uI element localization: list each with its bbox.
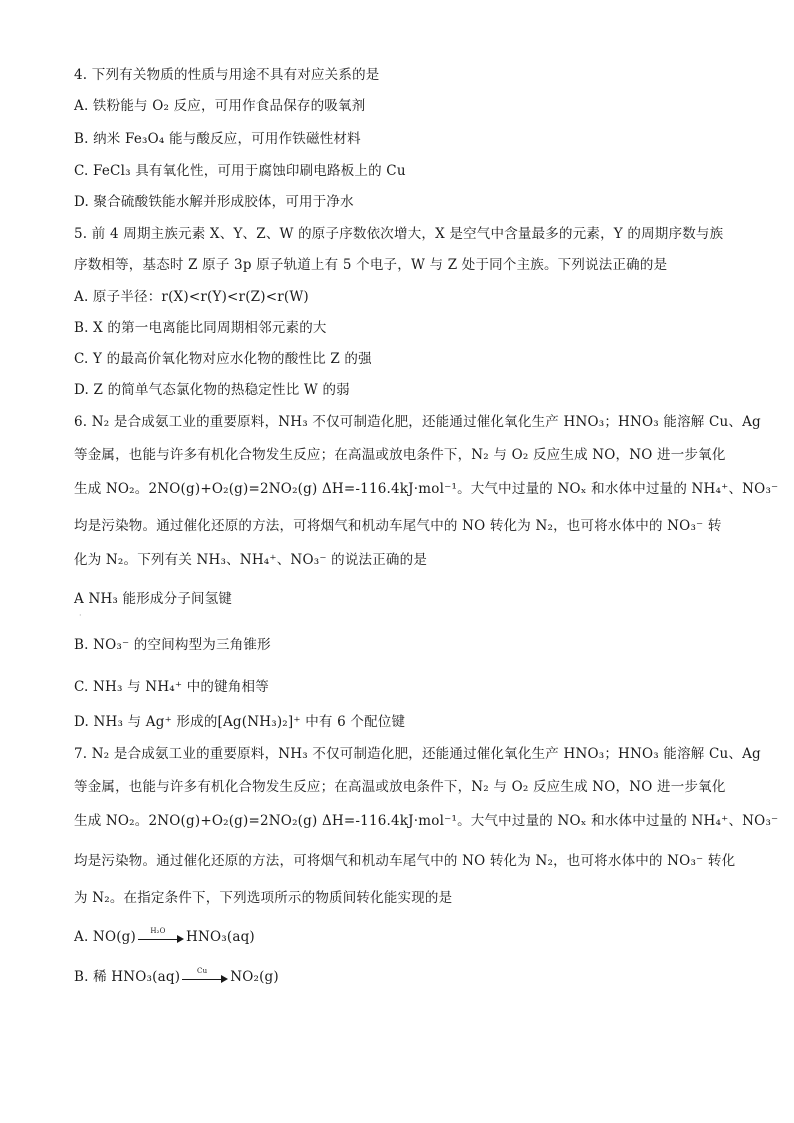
q4-stem: 4. 下列有关物质的性质与用途不具有对应关系的是: [74, 67, 380, 83]
q7-stem-line2: 等金属，也能与许多有机化合物发生反应；在高温或放电条件下，N₂ 与 O₂ 反应生成 NO，NO 进一步氧化: [74, 779, 726, 795]
q5-stem-line2: 序数相等，基态时 Z 原子 3p 原子轨道上有 5 个电子，W 与 Z 处于同个主族。下列说法正确的是: [74, 257, 668, 273]
q7-option-a: [74, 928, 734, 946]
q4-option-a: A. 铁粉能与 O₂ 反应，可用作食品保存的吸氧剂: [74, 98, 366, 114]
q6-stem-line5: 化为 N₂。下列有关 NH₃、NH₄⁺、NO₃⁻ 的说法正确的是: [74, 552, 428, 568]
stray-mark: ·: [79, 611, 82, 620]
arrow-condition-label: Cu: [197, 966, 208, 975]
q6-stem-line4: 均是污染物。通过催化还原的方法，可将烟气和机动车尾气中的 NO 转化为 N₂，也可将水体中的 NO₃⁻ 转: [74, 518, 722, 534]
q7-stem-line1: 7. N₂ 是合成氨工业的重要原料，NH₃ 不仅可制造化肥，还能通过催化氧化生产 HNO₃；HNO₃ 能溶解 Cu、Ag: [74, 746, 761, 762]
q6-option-a: A NH₃ 能形成分子间氢键: [74, 591, 233, 607]
q4-option-d: D. 聚合硫酸铁能水解并形成胶体，可用于净水: [74, 194, 354, 210]
q7-b-product: NO₂(g): [230, 969, 279, 985]
q6-stem-line1: 6. N₂ 是合成氨工业的重要原料，NH₃ 不仅可制造化肥，还能通过催化氧化生产 HNO₃；HNO₃ 能溶解 Cu、Ag: [74, 414, 761, 430]
q7-a-reactant: A. NO(g): [74, 929, 136, 945]
q7-a-product: HNO₃(aq): [186, 929, 255, 945]
q7-b-reactant: B. 稀 HNO₃(aq): [74, 969, 181, 985]
q4-option-c: C. FeCl₃ 具有氧化性，可用于腐蚀印刷电路板上的 Cu: [74, 163, 406, 179]
q6-option-c: C. NH₃ 与 NH₄⁺ 中的键角相等: [74, 679, 269, 695]
reaction-arrow-icon: [138, 926, 184, 944]
q5-stem-line1: 5. 前 4 周期主族元素 X、Y、Z、W 的原子序数依次增大，X 是空气中含量最多的元素，Y 的周期序数与族: [74, 226, 724, 242]
q5-option-c: C. Y 的最高价氧化物对应水化物的酸性比 Z 的强: [74, 351, 372, 367]
q7-stem-line3: 生成 NO₂。2NO(g)+O₂(g)=2NO₂(g) ΔH=-116.4kJ·mol⁻¹。大气中过量的 NOₓ 和水体中过量的 NH₄⁺、NO₃⁻: [74, 813, 779, 829]
q6-option-b: B. NO₃⁻ 的空间构型为三角锥形: [74, 637, 271, 653]
q6-stem-line2: 等金属，也能与许多有机化合物发生反应；在高温或放电条件下，N₂ 与 O₂ 反应生成 NO，NO 进一步氧化: [74, 447, 726, 463]
q7-option-b: [74, 968, 734, 986]
reaction-arrow-icon: [182, 966, 228, 984]
q7-stem-line5: 为 N₂。在指定条件下，下列选项所示的物质间转化能实现的是: [74, 890, 453, 906]
q5-option-d: D. Z 的简单气态氯化物的热稳定性比 W 的弱: [74, 382, 350, 398]
q5-option-a: A. 原子半径：r(X)<r(Y)<r(Z)<r(W): [74, 289, 309, 305]
q5-option-b: B. X 的第一电离能比同周期相邻元素的大: [74, 320, 327, 336]
q6-option-d: D. NH₃ 与 Ag⁺ 形成的[Ag(NH₃)₂]⁺ 中有 6 个配位键: [74, 714, 406, 730]
q7-stem-line4: 均是污染物。通过催化还原的方法，可将烟气和机动车尾气中的 NO 转化为 N₂，也可将水体中的 NO₃⁻ 转化: [74, 853, 736, 869]
q6-stem-line3: 生成 NO₂。2NO(g)+O₂(g)=2NO₂(g) ΔH=-116.4kJ·mol⁻¹。大气中过量的 NOₓ 和水体中过量的 NH₄⁺、NO₃⁻: [74, 481, 779, 497]
q4-option-b: B. 纳米 Fe₃O₄ 能与酸反应，可用作铁磁性材料: [74, 131, 361, 147]
arrow-condition-label: H₂O: [150, 926, 166, 935]
